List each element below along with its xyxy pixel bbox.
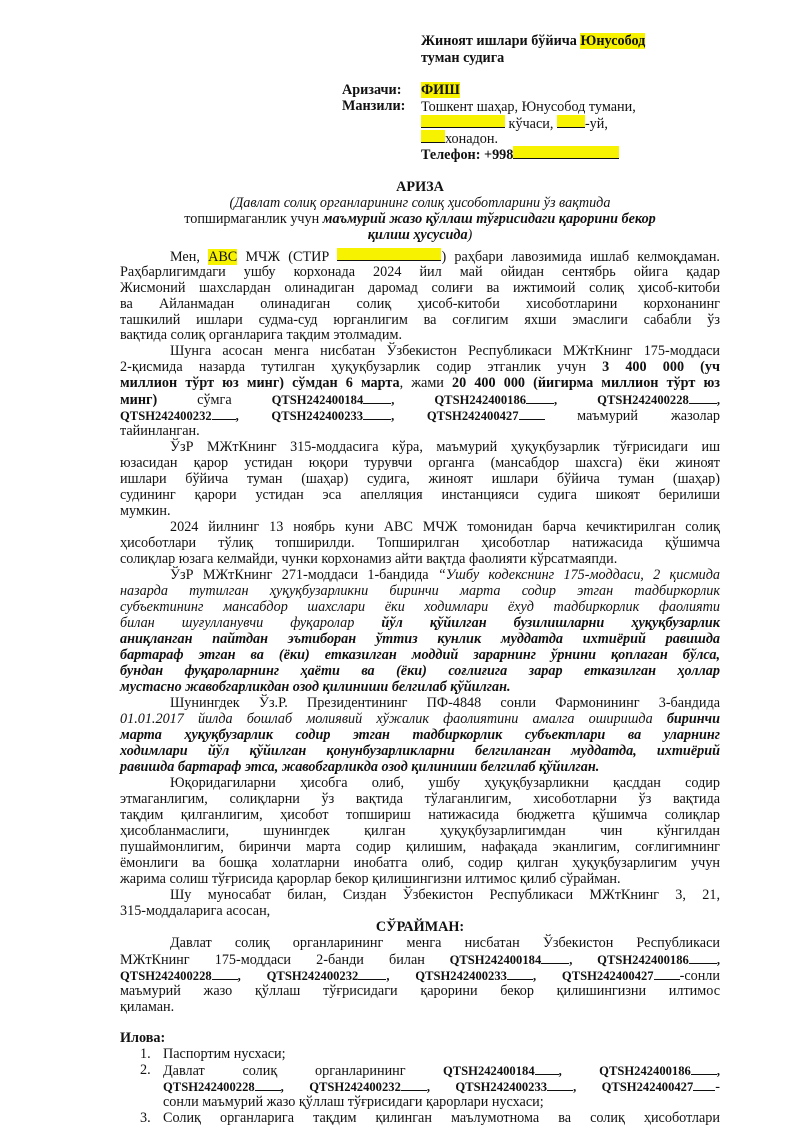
request-line5: қиламан. [120,999,175,1015]
p5-line6: бартараф этган ва (ёки) етказилган моддий зарарнинг ўрнини қоплаган бўлса, [120,647,720,663]
court-name-line2: туман судига [421,50,505,66]
p7-line2: этмаганлигим, солиқларни ўз вақтида тўлаганлигим, хисоботларни ўз вақтида [120,791,720,807]
attachment-item-3: Солиқ органларига тақдим қилинган маълумотнома ва солиқ ҳисоботлари [163,1110,720,1126]
p3-line2: юзасидан қарор устидан юқори турувчи органга (мансабдор шахсга) ёки жиноят [120,455,720,471]
p2-line5: QTSH242400232 , QTSH242400233 , QTSH242400427 маъмурий жазолар [120,408,720,424]
attachment-num-1: 1. [140,1046,151,1062]
p6-line3: марта ҳуқуқбузарлик содир этган тадбиркорлик субъектлари ва уларнинг [120,727,720,743]
p5-line1: ЎзР МЖтКнинг 271-моддаси 1-бандида “Ушбу кодекснинг 175-моддаси, 2 қисмида [170,567,721,583]
p6-line2: 01.01.2017 йилда бошлаб молиявий хўжалик фаолиятини амалга оширишда биринчи [120,711,720,727]
applicant-label: Аризачи: [342,82,402,98]
applicant-name: ФИШ [421,82,460,98]
attachment-item-1: Паспортим нусхаси; [163,1046,286,1062]
address-label: Манзили: [342,98,406,114]
request-line3: QTSH242400228 , QTSH242400232 , QTSH242400233 , QTSH242400427 -сонли [120,968,720,984]
p1-line3: Жисмоний шахслардан олинадиган даромад солиғи ва ижтимоий солиқ ҳисоб-китоби [120,280,720,296]
p7-line6: ёмонлиги ва бошқа холатларни инобатга олиб, содир қилган ҳуқуқбузарлигим учун [120,855,720,871]
subtitle-line1: (Давлат солиқ органларининг солиқ ҳисоботларини ўз вақтида [229,195,611,211]
p3-line5: мумкин. [120,503,171,519]
address-line2: кўчаси, -уй, [421,115,608,133]
p6-line1: Шунингдек Ўз.Р. Президентининг ПФ-4848 сонли Фармонининг 3-бандида [170,695,720,711]
p7-line5: пушаймонлигим, биринчи марта содир қилишим, нафақада эканлигим, соғлигимнинг [120,839,720,855]
p5-line7: бундан фуқароларнинг ҳаёти ва (ёки) соғлиғига зарар етказилган ҳоллар [120,663,720,679]
p5-line3: субъектининг мансабдор шахслари ёки ходимлари ёхуд тадбиркорлик фаолияти [120,599,720,615]
p5-line8: мустасно жавобгарликдан озод қилиниши белгилаб қўйилган. [120,679,511,695]
p2-line6: тайинланган. [120,423,200,439]
p5-line5: аниқланган пайтдан эътиборан ўттиз кунлик муддатда ихтиёрий равишда [120,631,720,647]
attachment-num-2: 2. [140,1062,151,1078]
attachment-num-3: 3. [140,1110,151,1126]
attachments-heading: Илова: [120,1030,166,1046]
p6-line4: ходимлари йўл қўйилган қонунбузарликларни белгиланган муддатда, ихтиёрий [120,743,720,759]
attachment-item-2-line3: сонли маъмурий жазо қўллаш тўғрисидаги қарорлари нусхаси; [163,1094,544,1110]
p4-line3: солиқлар юзага келмайди, чунки корхонамиз айти вақтда фаолияти кўрсатмаяпди. [120,551,618,567]
p1-line1: Мен, ABC МЧЖ (СТИР ) раҳбари лавозимида ишлаб келмоқдаман. [170,249,720,265]
p2-line3: миллион тўрт юз минг) сўмдан 6 марта, жами 20 400 000 (йигирма миллион тўрт юз [120,375,720,391]
court-name: Жиноят ишлари бўйича Юнусобод [421,33,646,49]
p5-line4: билан шуғулланувчи фуқаролар йўл қўйилган бузилишларни ҳуқуқбузарлик [120,615,720,631]
p2-line2: 2-қисмида назарда тутилган ҳуқуқбузарлик содир этганлик учун 3 400 000 (уч [120,359,720,375]
attachment-item-2-line2: QTSH242400228 , QTSH242400232 , QTSH242400233 , QTSH242400427 - [163,1079,721,1095]
address-line1: Тошкент шаҳар, Юнусобод тумани, [421,99,636,115]
p1-line4: ва Айланмадан олинадиган солиқ ҳисоб-китоби хисоботларини корхонанинг [120,296,720,312]
p3-line1: ЎзР МЖтКнинг 315-моддасига кўра, маъмурий ҳуқуқбузарлик тўғрисидаги иш [170,439,720,455]
p5-line2: назарда тутилган ҳуқуқбузарликни биринчи марта содир этган тадбиркорлик [120,583,720,599]
subtitle-line2: топширмаганлик учун маъмурий жазо қўллаш тўғрисидаги қарорини бекор [184,211,656,227]
request-line1: Давлат солиқ органларининг менга нисбатан Ўзбекистон Республикаси [170,935,720,951]
p3-line4: судининг қарори устидан эса апелляция инстанцияси судига шикоят берилиши [120,487,720,503]
address-line3: хонадон. [421,130,498,148]
p6-line5: равишда бартараф этса, жавобгарликда озод қилиниши белгилаб қўйилган. [120,759,600,775]
p8-line1: Шу муносабат билан, Сиздан Ўзбекистон Республикаси МЖтКнинг 3, 21, [170,887,720,903]
p3-line3: ишлари бўйича туман (шаҳар) судига, жиноят ишлари бўйича туман (шаҳар) [120,471,720,487]
p8-line2: 315-моддаларига асосан, [120,903,271,919]
p2-line1: Шунга асосан менга нисбатан Ўзбекистон Республикаси МЖтКнинг 175-моддаси [170,343,720,359]
p1-line2: Раҳбарлигимдаги ушбу корхонада 2024 йил май ойидан сентябрь ойига қадар [120,264,720,280]
p4-line1: 2024 йилнинг 13 ноябрь куни ABC МЧЖ томонидан барча кечиктирилган солиқ [170,519,720,535]
p7-line3: тақдим қилганлигим, ҳисобот топшириш натижасида бюджетга қўшимча солиқлар [120,807,720,823]
request-line2: МЖтКнинг 175-моддаси 2-банди билан QTSH242400184 , QTSH242400186 , [120,952,720,968]
request-line4: маъмурий жазо қўллаш тўғрисидаги қарорини бекор қилишингизни илтимос [120,983,720,999]
request-heading: СЎРАЙМАН: [375,919,465,935]
subtitle-line3: қилиш ҳусусида) [367,227,473,243]
p2-line4: минг) сўмга QTSH242400184 , QTSH242400186 , QTSH242400228 , [120,392,720,408]
p7-line1: Юқоридагиларни ҳисобга олиб, ушбу ҳуқуқбузарликни қасддан содир [170,775,720,791]
p1-line6: вақтида солиқ органларига тақдим этолмадим. [120,327,402,343]
p7-line7: жарима солиш тўғрисида қарорлар бекор қилишингизни илтимос қилиб сўрайман. [120,871,621,887]
p1-line5: ташкилий ишлари судма-суд юрганлигим ва соғлигим яхши эмаслиги сабабли ўз [120,312,720,328]
p7-line4: ҳисобланмаслиги, шунингдек қилган ҳуқуқбузарлигимдан чин кўнгилдан [120,823,720,839]
document-title: АРИЗА [396,179,444,195]
phone: Телефон: +998 [421,146,619,164]
p4-line2: ҳисоботлари тўлиқ топширилди. Топширилган ҳисоботлар натижасида қўшимча [120,535,720,551]
attachment-item-2-line1: Давлат солиқ органларининг QTSH242400184 , QTSH242400186 , [163,1063,720,1079]
